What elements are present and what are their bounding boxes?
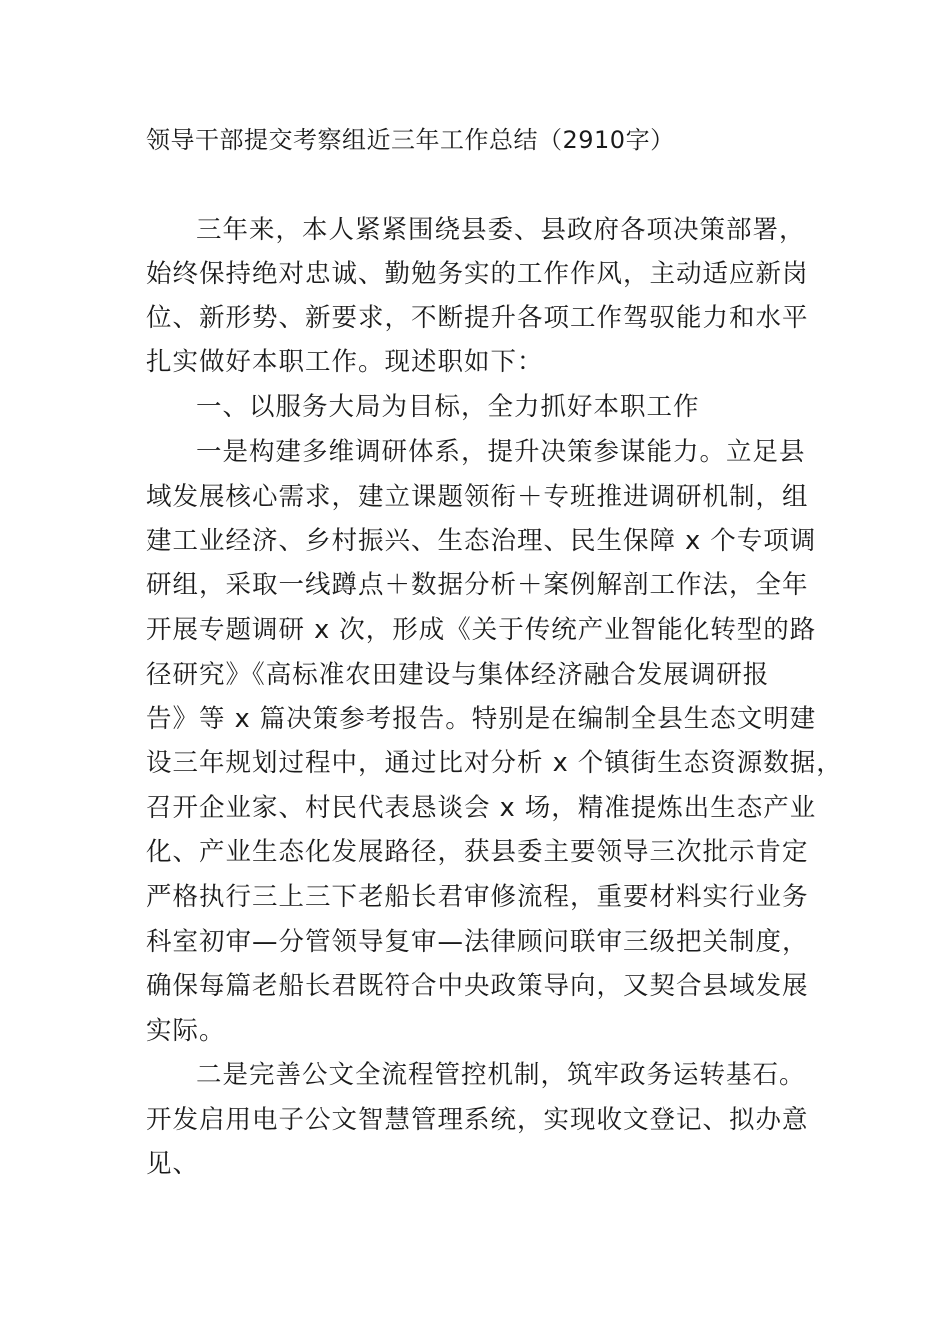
paragraph-line: 建工业经济、乡村振兴、生态治理、民生保障 x 个专项调: [146, 526, 817, 556]
paragraph-line: 径研究》《高标准农田建设与集体经济融合发展调研报: [146, 660, 770, 690]
paragraph-line: 位、新形势、新要求，不断提升各项工作驾驭能力和水平: [146, 303, 809, 333]
paragraph-line: 科室初审—分管领导复审—法律顾问联审三级把关制度，: [146, 927, 809, 957]
paragraph-line: 化、产业生态化发展路径，获县委主要领导三次批示肯定: [146, 837, 809, 867]
paragraph-line: 二是完善公文全流程管控机制，筑牢政务运转基石。: [196, 1060, 806, 1090]
paragraph-line: 严格执行三上三下老船长君审修流程，重要材料实行业务: [146, 882, 809, 912]
section-heading: 一、以服务大局为目标，全力抓好本职工作: [196, 392, 700, 422]
paragraph-line: 设三年规划过程中，通过比对分析 x 个镇街生态资源数据，: [146, 748, 843, 778]
paragraph-line: 告》等 x 篇决策参考报告。特别是在编制全县生态文明建: [146, 704, 817, 734]
paragraph-line: 三年来，本人紧紧围绕县委、县政府各项决策部署，: [196, 215, 806, 245]
paragraph-line: 见、: [146, 1149, 200, 1179]
paragraph-line: 一是构建多维调研体系，提升决策参谋能力。立足县: [196, 437, 806, 467]
paragraph-line: 实际。: [146, 1016, 226, 1046]
document-title: 领导干部提交考察组近三年工作总结（2910字）: [146, 126, 675, 154]
paragraph-line: 研组，采取一线蹲点＋数据分析＋案例解剖工作法，全年: [146, 570, 809, 600]
paragraph-line: 域发展核心需求，建立课题领衔＋专班推进调研机制，组: [146, 482, 809, 512]
paragraph-line: 开展专题调研 x 次，形成《关于传统产业智能化转型的路: [146, 615, 817, 645]
paragraph-line: 扎实做好本职工作。现述职如下：: [146, 347, 544, 377]
paragraph-line: 开发启用电子公文智慧管理系统，实现收文登记、拟办意: [146, 1105, 809, 1135]
paragraph-line: 始终保持绝对忠诚、勤勉务实的工作作风，主动适应新岗: [146, 259, 809, 289]
paragraph-line: 召开企业家、村民代表恳谈会 x 场，精准提炼出生态产业: [146, 793, 817, 823]
paragraph-line: 确保每篇老船长君既符合中央政策导向，又契合县域发展: [146, 971, 809, 1001]
